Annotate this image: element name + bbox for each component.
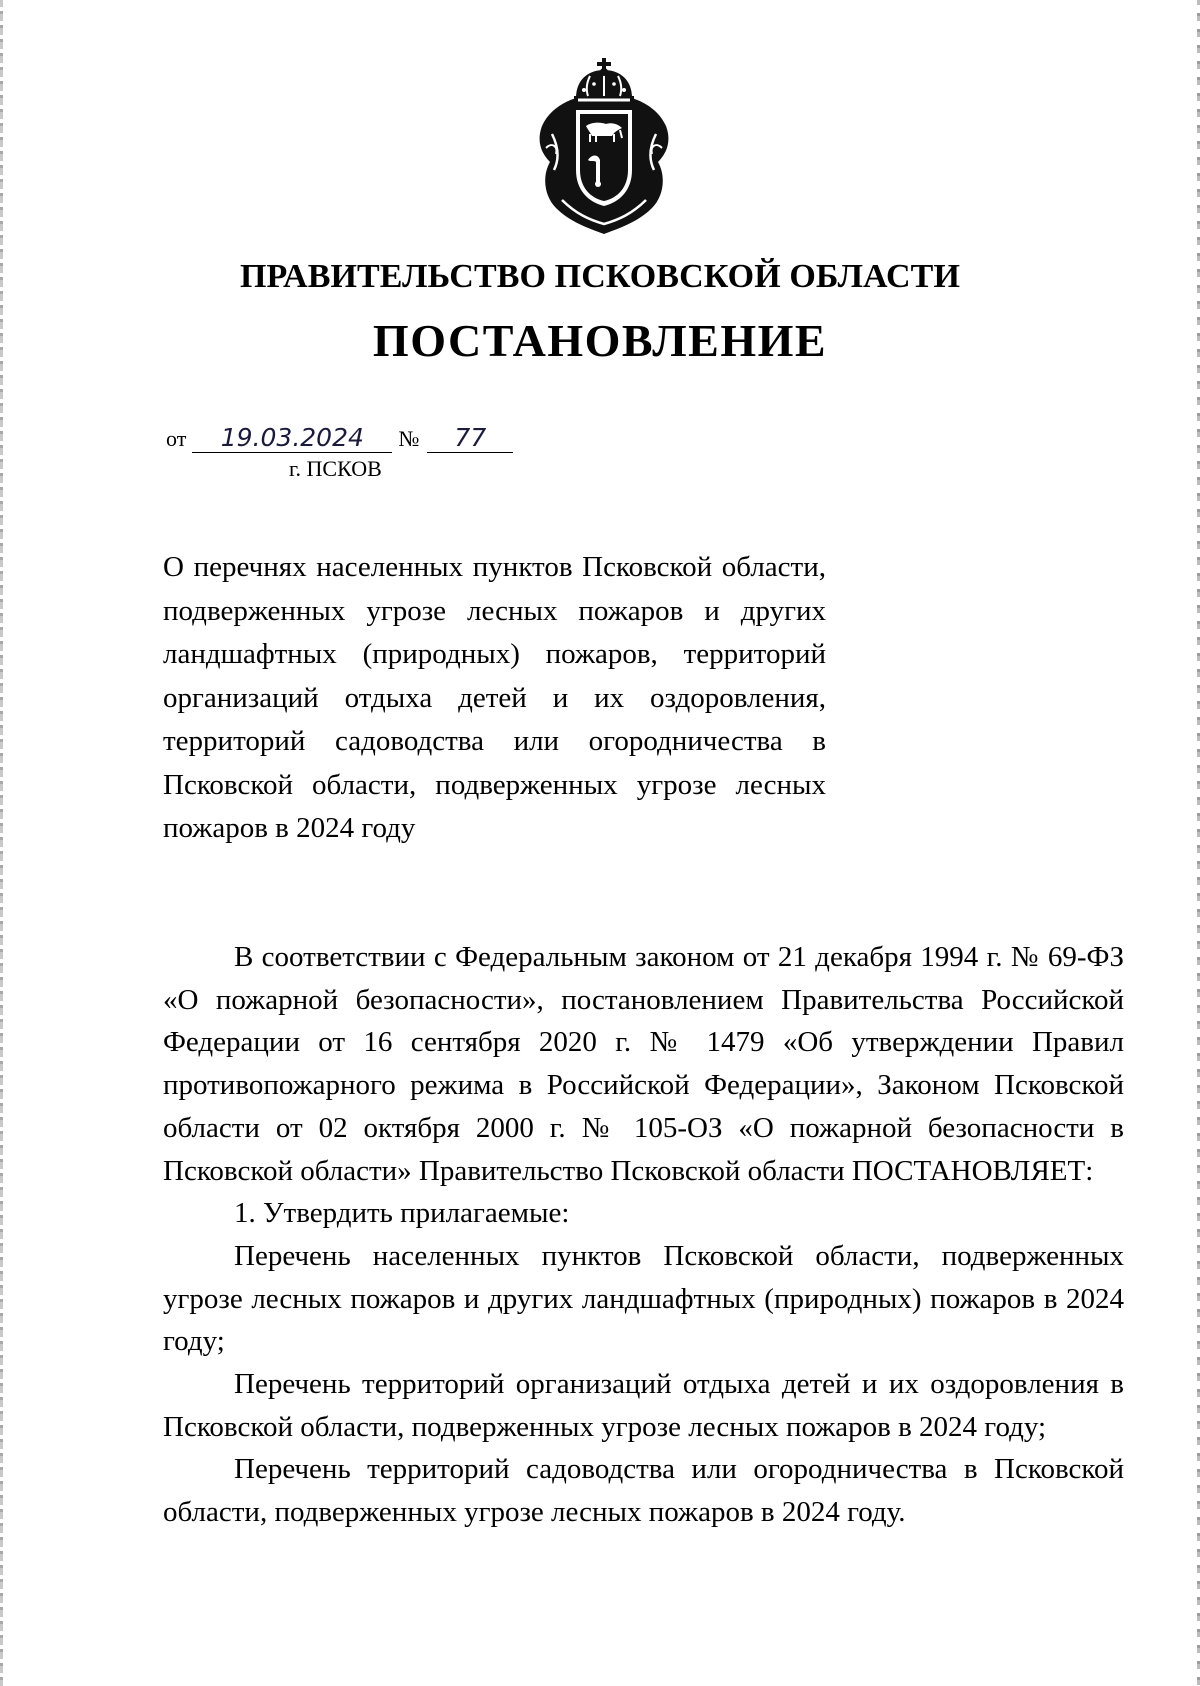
date-number-line [166,424,513,453]
handwritten-number: 77 [427,424,513,453]
subject-text: О перечнях населенных пунктов Псковской области, подверженных угрозе лесных пожаров и других ландшафтных (природных) пожаров, территорий организаций отдыха детей и их оздоровления, территорий садоводства или огородничества в Псковской области, подверженных угрозе лесных пожаров в 2024 году [163,551,826,844]
city-label: г. ПСКОВ [289,456,382,481]
preamble-paragraph: В соответствии с Федеральным законом от 21 декабря 1994 г. № 69-ФЗ «О пожарной безопасности», постановлением Правительства Российской Федерации от 16 сентября 2020 г. № 1479 «Об утверждении Правил противопожарного режима в Российской Федерации», Законом Псковской области от 02 октября 2000 г. № 105-ОЗ «О пожарной безопасности в Псковской области» Правительство Псковской области ПОСТАНОВЛЯЕТ: [163,941,1124,1187]
document-body [163,936,1124,1534]
organization-name: ПРАВИТЕЛЬСТВО ПСКОВСКОЙ ОБЛАСТИ [239,258,960,295]
list-item: Перечень населенных пунктов Псковской области, подверженных угрозе лесных пожаров и других ландшафтных (природных) пожаров в 2024 году; [163,1239,1124,1358]
coat-of-arms-emblem [532,50,676,236]
date-prefix: от [166,426,187,451]
item-1-paragraph: 1. Утвердить прилагаемые: [234,1197,570,1230]
number-prefix: № [398,426,420,451]
document-type-title: ПОСТАНОВЛЕНИЕ [372,315,828,366]
handwritten-date: 19.03.2024 [192,424,392,453]
scan-edge-left [0,0,3,1686]
list-item: Перечень территорий организаций отдыха детей и их оздоровления в Псковской области, подверженных угрозе лесных пожаров в 2024 году; [163,1368,1124,1443]
list-item: Перечень территорий садоводства или огородничества в Псковской области, подверженных угрозе лесных пожаров в 2024 году. [163,1453,1124,1529]
document-subject [163,546,826,851]
